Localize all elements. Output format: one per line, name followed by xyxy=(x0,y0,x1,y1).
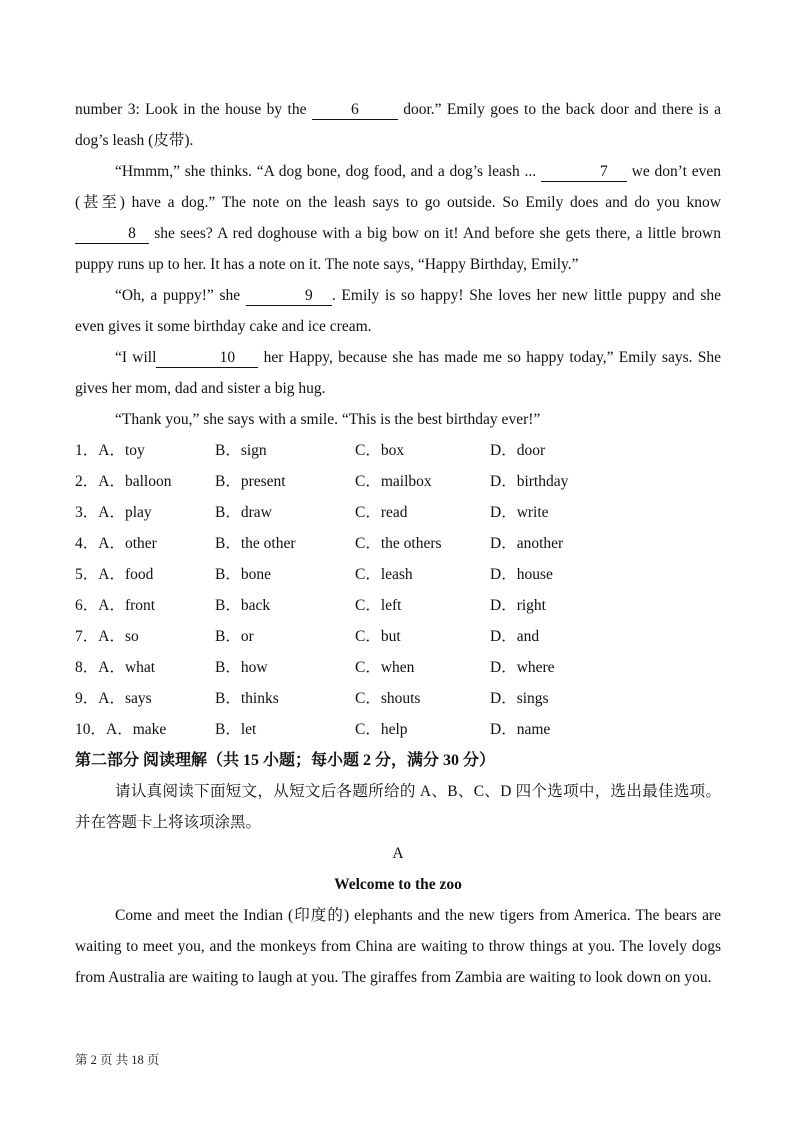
option-cell-a xyxy=(75,497,215,528)
option-cell-a xyxy=(75,559,215,590)
option-number: 7． xyxy=(75,628,99,645)
cloze-paragraph-3: “Oh, a puppy!” she 9 . Emily is so happy! She loves her new little puppy and she even gives it some birthday cake and ice cream. xyxy=(75,287,721,335)
option-row xyxy=(75,528,721,559)
option-number: 2． xyxy=(75,473,99,490)
option-b: B．back xyxy=(215,597,271,614)
option-c: C．read xyxy=(355,504,408,521)
passage-title: Welcome to the zoo xyxy=(334,876,462,893)
option-c: C．shouts xyxy=(355,690,421,707)
option-d: D．where xyxy=(490,659,555,676)
option-b: B．let xyxy=(215,721,257,738)
option-c: C．the others xyxy=(355,535,442,552)
option-cell-a xyxy=(75,621,215,652)
option-d: D．house xyxy=(490,566,553,583)
option-c: C．when xyxy=(355,659,415,676)
cloze-blank-10: 10 xyxy=(156,349,258,368)
passage-label: A xyxy=(392,845,404,862)
option-b: B．sign xyxy=(215,442,267,459)
option-a: A．so xyxy=(98,628,139,645)
option-cell-a xyxy=(75,528,215,559)
option-b: B．present xyxy=(215,473,286,490)
option-c: C．mailbox xyxy=(355,473,432,490)
option-cell-a xyxy=(75,683,215,714)
option-row xyxy=(75,652,721,683)
option-row xyxy=(75,590,721,621)
option-number: 4． xyxy=(75,535,99,552)
option-cell-a xyxy=(75,590,215,621)
option-a: A．what xyxy=(98,659,156,676)
option-number: 8． xyxy=(75,659,99,676)
option-row xyxy=(75,435,721,466)
option-a: A．other xyxy=(98,535,157,552)
option-cell-a xyxy=(75,652,215,683)
option-a: A．toy xyxy=(98,442,145,459)
cloze-blank-6: 6 xyxy=(312,101,398,120)
option-b: B．how xyxy=(215,659,268,676)
option-b: B．or xyxy=(215,628,254,645)
option-number: 10． xyxy=(75,721,107,738)
cloze-paragraph-1: number 3: Look in the house by the 6 door.” Emily goes to the back door and there is a dog’s leash (皮带). xyxy=(75,101,721,149)
cloze-paragraph-2: “Hmmm,” she thinks. “A dog bone, dog food, and a dog’s leash ... 7 we don’t even (甚至) have a dog.” The note on the leash says to go outside. So Emily does and do you know 8 she sees? A red doghouse with a big bow on it! And before she gets there, a little brown puppy runs up to her. It has a note on it. The note says, “Happy Birthday, Emily.” xyxy=(75,163,721,273)
option-cell-a xyxy=(75,466,215,497)
option-row xyxy=(75,683,721,714)
cloze-paragraph-5: “Thank you,” she says with a smile. “This is the best birthday ever!” xyxy=(115,411,541,428)
option-row xyxy=(75,497,721,528)
section-instructions: 请认真阅读下面短文，从短文后各题所给的 A、B、C、D 四个选项中，选出最佳选项。并在答题卡上将该项涂黑。 xyxy=(75,783,721,831)
option-b: B．the other xyxy=(215,535,296,552)
option-a: A．food xyxy=(98,566,154,583)
option-c: C．left xyxy=(355,597,402,614)
option-a: A．balloon xyxy=(98,473,172,490)
option-d: D．name xyxy=(490,721,551,738)
option-number: 3． xyxy=(75,504,99,521)
page-content xyxy=(75,94,721,993)
option-d: D．right xyxy=(490,597,546,614)
option-cell-a xyxy=(75,714,215,745)
option-a: A．says xyxy=(98,690,152,707)
option-c: C．leash xyxy=(355,566,413,583)
option-c: C．but xyxy=(355,628,401,645)
option-row xyxy=(75,621,721,652)
option-a: A．make xyxy=(106,721,167,738)
option-d: D．write xyxy=(490,504,549,521)
options-list xyxy=(75,435,721,745)
cloze-blank-7: 7 xyxy=(541,163,627,182)
cloze-blank-9: 9 xyxy=(246,287,332,306)
option-d: D．door xyxy=(490,442,546,459)
section-heading: 第二部分 阅读理解（共 15 小题；每小题 2 分，满分 30 分） xyxy=(75,752,496,769)
cloze-paragraph-4: “I will 10 her Happy, because she has made me so happy today,” Emily says. She gives her mom, dad and sister a big hug. xyxy=(75,349,721,397)
option-number: 6． xyxy=(75,597,99,614)
option-c: C．box xyxy=(355,442,405,459)
option-cell-a xyxy=(75,435,215,466)
option-b: B．draw xyxy=(215,504,272,521)
option-a: A．play xyxy=(98,504,152,521)
option-b: B．bone xyxy=(215,566,271,583)
option-b: B．thinks xyxy=(215,690,279,707)
option-d: D．another xyxy=(490,535,564,552)
option-d: D．sings xyxy=(490,690,549,707)
cloze-blank-8: 8 xyxy=(75,225,149,244)
option-c: C．help xyxy=(355,721,408,738)
option-row xyxy=(75,714,721,745)
passage-paragraph: Come and meet the Indian (印度的) elephants and the new tigers from America. The bears are waiting to meet you, and the monkeys from China are waiting to throw things at you. The lovely dogs from Australia are waiting to laugh at you. The giraffes from Zambia are waiting to look down on you. xyxy=(75,907,721,986)
option-number: 9． xyxy=(75,690,99,707)
option-d: D．birthday xyxy=(490,473,569,490)
page-footer: 第 2 页 共 18 页 xyxy=(75,1053,160,1067)
option-number: 5． xyxy=(75,566,99,583)
option-a: A．front xyxy=(98,597,156,614)
option-row xyxy=(75,466,721,497)
option-row xyxy=(75,559,721,590)
option-number: 1． xyxy=(75,442,99,459)
option-d: D．and xyxy=(490,628,540,645)
